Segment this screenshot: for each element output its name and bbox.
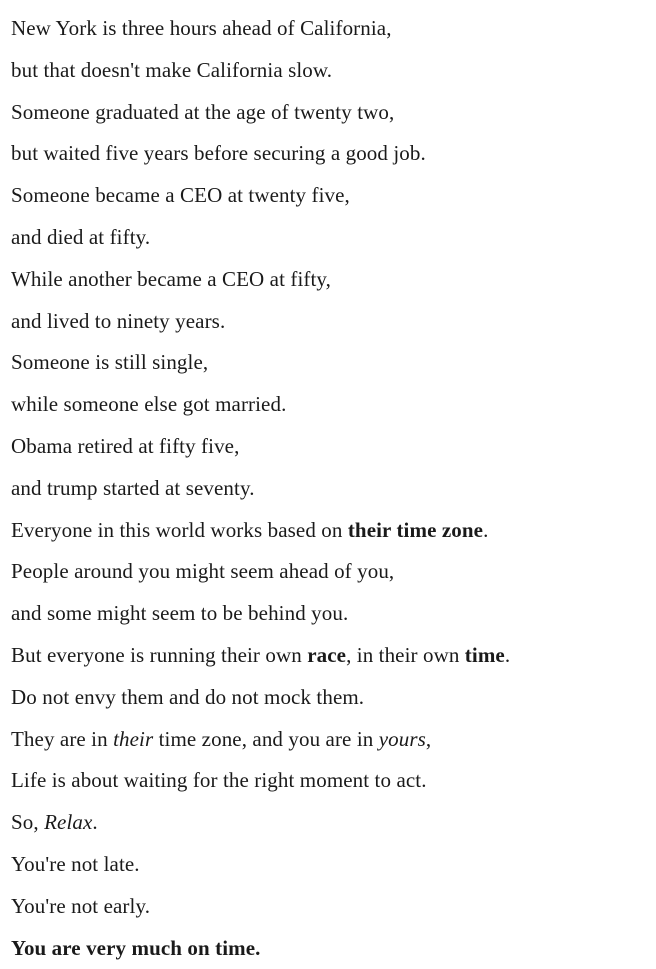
line-text: While another became a CEO at fifty,: [11, 266, 332, 291]
italic-emphasis: yours: [378, 726, 426, 751]
poem-line-12: [11, 468, 651, 510]
line-text: You're not late.: [11, 851, 140, 876]
line-text: People around you might seem ahead of you,: [11, 559, 395, 584]
line-text: But everyone is running their own: [11, 642, 308, 667]
line-text: Someone graduated at the age of twenty two,: [11, 99, 395, 124]
line-text: time zone, and you are in: [153, 726, 379, 751]
poem-line-13: [11, 510, 651, 552]
line-text: and some might seem to be behind you.: [11, 601, 349, 626]
poem-line-8: [11, 301, 651, 343]
line-text: Obama retired at fifty five,: [11, 433, 240, 458]
bold-emphasis: time: [464, 642, 505, 667]
poem-line-3: [11, 92, 651, 134]
line-text: but that doesn't make California slow.: [11, 57, 333, 82]
line-text: They are in: [11, 726, 114, 751]
poem-line-4: [11, 133, 651, 175]
poem-line-1: [11, 8, 651, 50]
line-text: You are very much on time.: [11, 935, 261, 960]
poem-line-2: [11, 50, 651, 92]
italic-emphasis: Relax: [44, 810, 93, 835]
line-text: Everyone in this world works based on: [11, 517, 348, 542]
bold-emphasis: their time zone: [347, 517, 484, 542]
poem-line-16: [11, 635, 651, 677]
poem-line-5: [11, 175, 651, 217]
poem-text-block: [11, 8, 651, 969]
line-text: Someone became a CEO at twenty five,: [11, 183, 350, 208]
line-text: and lived to ninety years.: [11, 308, 226, 333]
line-text: .: [92, 810, 98, 835]
line-text: and trump started at seventy.: [11, 475, 255, 500]
line-text: New York is three hours ahead of California,: [11, 16, 392, 40]
line-text: Someone is still single,: [11, 350, 209, 375]
poem-line-15: [11, 593, 651, 635]
line-text: .: [483, 517, 489, 542]
poem-line-11: [11, 426, 651, 468]
line-text: but waited five years before securing a good job.: [11, 141, 426, 166]
line-text: Life is about waiting for the right moment to act.: [11, 768, 427, 793]
poem-line-10: [11, 384, 651, 426]
line-text: while someone else got married.: [11, 392, 287, 417]
line-text: ,: [425, 726, 432, 751]
poem-line-6: [11, 217, 651, 259]
line-text: Do not envy them and do not mock them.: [11, 684, 365, 709]
bold-emphasis: race: [307, 642, 347, 667]
poem-line-14: [11, 551, 651, 593]
poem-line-7: [11, 259, 651, 301]
poem-line-9: [11, 342, 651, 384]
line-text: , in their own: [346, 642, 465, 667]
poem-line-20: [11, 802, 651, 844]
poem-line-23: [11, 928, 651, 969]
line-text: So,: [11, 810, 45, 835]
poem-line-17: [11, 677, 651, 719]
line-text: and died at fifty.: [11, 224, 151, 249]
poem-line-18: [11, 719, 651, 761]
poem-line-19: [11, 760, 651, 802]
poem-line-21: [11, 844, 651, 886]
italic-emphasis: their: [113, 726, 154, 751]
poem-line-22: [11, 886, 651, 928]
line-text: You're not early.: [11, 893, 151, 918]
line-text: .: [504, 642, 511, 667]
